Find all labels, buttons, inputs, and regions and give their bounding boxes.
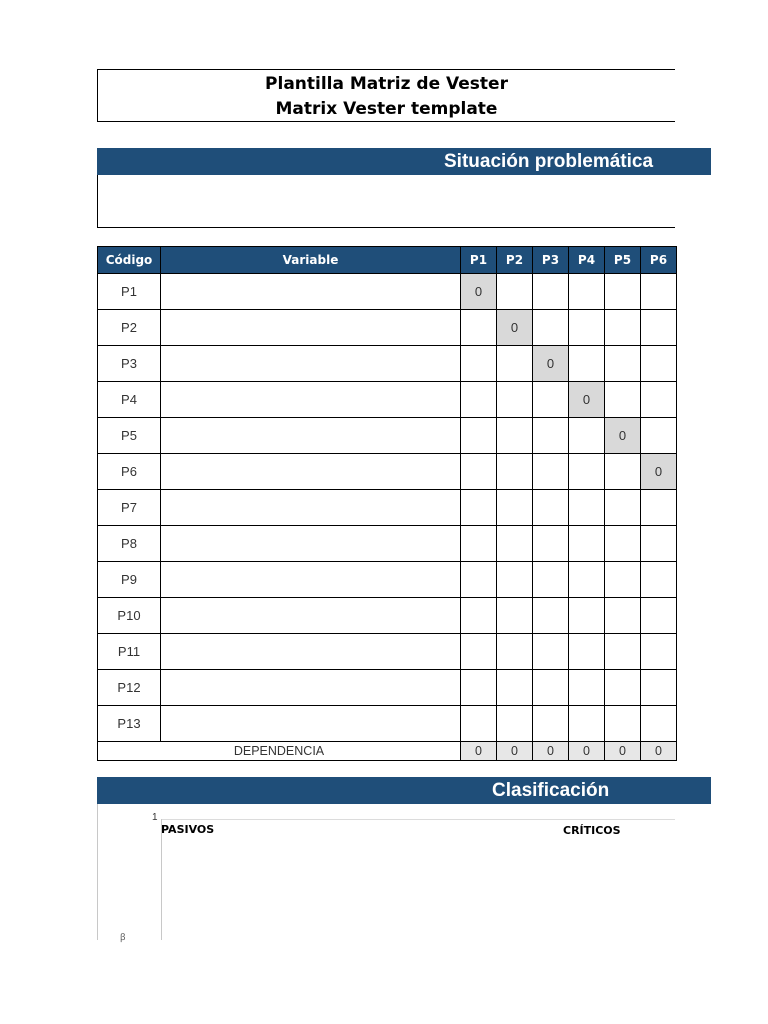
influence-cell-p12-p1[interactable] [461,670,497,706]
chart-y-axis [161,819,162,940]
influence-cell-p11-p3[interactable] [533,634,569,670]
influence-cell-p8-p3[interactable] [533,526,569,562]
chart-left-border [97,804,98,940]
influence-cell-p6-p3[interactable] [533,454,569,490]
row-code: P2 [98,310,161,346]
quadrant-label-pasivos: PASIVOS [161,823,215,836]
influence-cell-p13-p1[interactable] [461,706,497,742]
variable-cell[interactable] [161,634,461,670]
influence-cell-p12-p4[interactable] [569,670,605,706]
influence-cell-p8-p5[interactable] [605,526,641,562]
document-title-box [97,69,675,122]
vester-matrix-table [97,246,677,761]
variable-cell[interactable] [161,670,461,706]
variable-cell[interactable] [161,490,461,526]
classification-heading: Clasificación [492,780,610,801]
y-axis-tick-top: 1 [152,812,158,823]
matrix-row-p7 [98,490,677,526]
influence-cell-p11-p1[interactable] [461,634,497,670]
influence-cell-p10-p1[interactable] [461,598,497,634]
influence-cell-p8-p2[interactable] [497,526,533,562]
influence-cell-p12-p2[interactable] [497,670,533,706]
influence-cell-p5-p1[interactable] [461,418,497,454]
dependency-row [98,742,677,761]
influence-cell-p9-p5[interactable] [605,562,641,598]
influence-cell-p8-p1[interactable] [461,526,497,562]
influence-cell-p6-p1[interactable] [461,454,497,490]
influence-cell-p2-p5[interactable] [605,310,641,346]
variable-cell[interactable] [161,598,461,634]
influence-cell-p9-p3[interactable] [533,562,569,598]
row-code: P6 [98,454,161,490]
row-code: P5 [98,418,161,454]
influence-cell-p10-p6[interactable] [641,598,677,634]
row-code: P11 [98,634,161,670]
influence-cell-p3-p5[interactable] [605,346,641,382]
quadrant-label-criticos: CRÍTICOS [563,824,621,837]
influence-cell-p7-p2[interactable] [497,490,533,526]
row-code: P10 [98,598,161,634]
influence-cell-p13-p4[interactable] [569,706,605,742]
situation-text-cell[interactable] [97,175,675,228]
matrix-row-p1 [98,274,677,310]
influence-cell-p2-p6[interactable] [641,310,677,346]
influence-cell-p1-p3[interactable] [533,274,569,310]
influence-cell-p2-p4[interactable] [569,310,605,346]
variable-column-header: Variable [161,247,461,274]
title-spanish: Plantilla Matriz de Vester [265,74,508,94]
matrix-row-p5 [98,418,677,454]
influence-cell-p12-p6[interactable] [641,670,677,706]
matrix-row-p11 [98,634,677,670]
variable-cell[interactable] [161,562,461,598]
matrix-row-p3 [98,346,677,382]
row-code: P1 [98,274,161,310]
dependency-value-p4: 0 [569,742,605,761]
influence-cell-p3-p4[interactable] [569,346,605,382]
variable-cell[interactable] [161,382,461,418]
situation-heading-band [97,148,711,175]
influence-cell-p9-p4[interactable] [569,562,605,598]
variable-cell[interactable] [161,310,461,346]
influence-cell-p1-p4[interactable] [569,274,605,310]
influence-cell-p7-p1[interactable] [461,490,497,526]
column-header-p2: P2 [497,247,533,274]
influence-cell-p10-p3[interactable] [533,598,569,634]
influence-cell-p4-p5[interactable] [605,382,641,418]
influence-cell-p9-p1[interactable] [461,562,497,598]
matrix-row-p13 [98,706,677,742]
variable-cell[interactable] [161,454,461,490]
influence-cell-p7-p3[interactable] [533,490,569,526]
influence-cell-p4-p2[interactable] [497,382,533,418]
influence-cell-p2-p3[interactable] [533,310,569,346]
influence-cell-p4-p3[interactable] [533,382,569,418]
matrix-header-row [98,247,677,274]
influence-cell-p2-p2[interactable]: 0 [497,310,533,346]
influence-cell-p8-p4[interactable] [569,526,605,562]
matrix-row-p4 [98,382,677,418]
influence-cell-p12-p5[interactable] [605,670,641,706]
dependency-value-p1: 0 [461,742,497,761]
influence-cell-p8-p6[interactable] [641,526,677,562]
dependency-label: DEPENDENCIA [98,742,461,761]
influence-cell-p6-p2[interactable] [497,454,533,490]
variable-cell[interactable] [161,346,461,382]
influence-cell-p5-p4[interactable] [569,418,605,454]
row-code: P3 [98,346,161,382]
matrix-row-p8 [98,526,677,562]
influence-cell-p7-p6[interactable] [641,490,677,526]
code-column-header: Código [98,247,161,274]
influence-cell-p6-p6[interactable]: 0 [641,454,677,490]
influence-cell-p7-p4[interactable] [569,490,605,526]
variable-cell[interactable] [161,418,461,454]
influence-cell-p12-p3[interactable] [533,670,569,706]
influence-cell-p11-p5[interactable] [605,634,641,670]
row-code: P13 [98,706,161,742]
influence-cell-p4-p4[interactable]: 0 [569,382,605,418]
matrix-row-p2 [98,310,677,346]
matrix-row-p12 [98,670,677,706]
column-header-p3: P3 [533,247,569,274]
matrix-row-p6 [98,454,677,490]
matrix-row-p10 [98,598,677,634]
column-header-p5: P5 [605,247,641,274]
influence-cell-p1-p1[interactable]: 0 [461,274,497,310]
influence-cell-p13-p2[interactable] [497,706,533,742]
influence-cell-p5-p3[interactable] [533,418,569,454]
influence-cell-p3-p1[interactable] [461,346,497,382]
column-header-p6: P6 [641,247,677,274]
influence-cell-p13-p3[interactable] [533,706,569,742]
classification-heading-band [97,777,711,804]
influence-cell-p5-p6[interactable] [641,418,677,454]
influence-cell-p13-p6[interactable] [641,706,677,742]
row-code: P12 [98,670,161,706]
dependency-value-p5: 0 [605,742,641,761]
variable-cell[interactable] [161,274,461,310]
influence-cell-p2-p1[interactable] [461,310,497,346]
classification-chart [97,804,675,940]
row-code: P8 [98,526,161,562]
influence-cell-p11-p4[interactable] [569,634,605,670]
influence-cell-p5-p2[interactable] [497,418,533,454]
influence-cell-p4-p1[interactable] [461,382,497,418]
matrix-row-p9 [98,562,677,598]
chart-top-gridline [161,819,675,820]
influence-cell-p11-p6[interactable] [641,634,677,670]
column-header-p1: P1 [461,247,497,274]
situation-heading: Situación problemática [444,151,654,172]
influence-cell-p11-p2[interactable] [497,634,533,670]
influence-cell-p13-p5[interactable] [605,706,641,742]
influence-cell-p3-p2[interactable] [497,346,533,382]
influence-cell-p6-p4[interactable] [569,454,605,490]
influence-cell-p10-p5[interactable] [605,598,641,634]
row-code: P4 [98,382,161,418]
influence-cell-p7-p5[interactable] [605,490,641,526]
influence-cell-p3-p3[interactable]: 0 [533,346,569,382]
influence-cell-p3-p6[interactable] [641,346,677,382]
dependency-value-p6: 0 [641,742,677,761]
row-code: P7 [98,490,161,526]
influence-cell-p6-p5[interactable] [605,454,641,490]
influence-cell-p10-p2[interactable] [497,598,533,634]
variable-cell[interactable] [161,706,461,742]
row-code: P9 [98,562,161,598]
y-axis-tick-bottom: ꞵ [120,932,126,942]
influence-cell-p1-p5[interactable] [605,274,641,310]
column-header-p4: P4 [569,247,605,274]
influence-cell-p9-p2[interactable] [497,562,533,598]
influence-cell-p10-p4[interactable] [569,598,605,634]
influence-cell-p1-p6[interactable] [641,274,677,310]
influence-cell-p9-p6[interactable] [641,562,677,598]
influence-cell-p1-p2[interactable] [497,274,533,310]
influence-cell-p5-p5[interactable]: 0 [605,418,641,454]
dependency-value-p3: 0 [533,742,569,761]
title-english: Matrix Vester template [275,99,498,119]
dependency-value-p2: 0 [497,742,533,761]
influence-cell-p4-p6[interactable] [641,382,677,418]
variable-cell[interactable] [161,526,461,562]
